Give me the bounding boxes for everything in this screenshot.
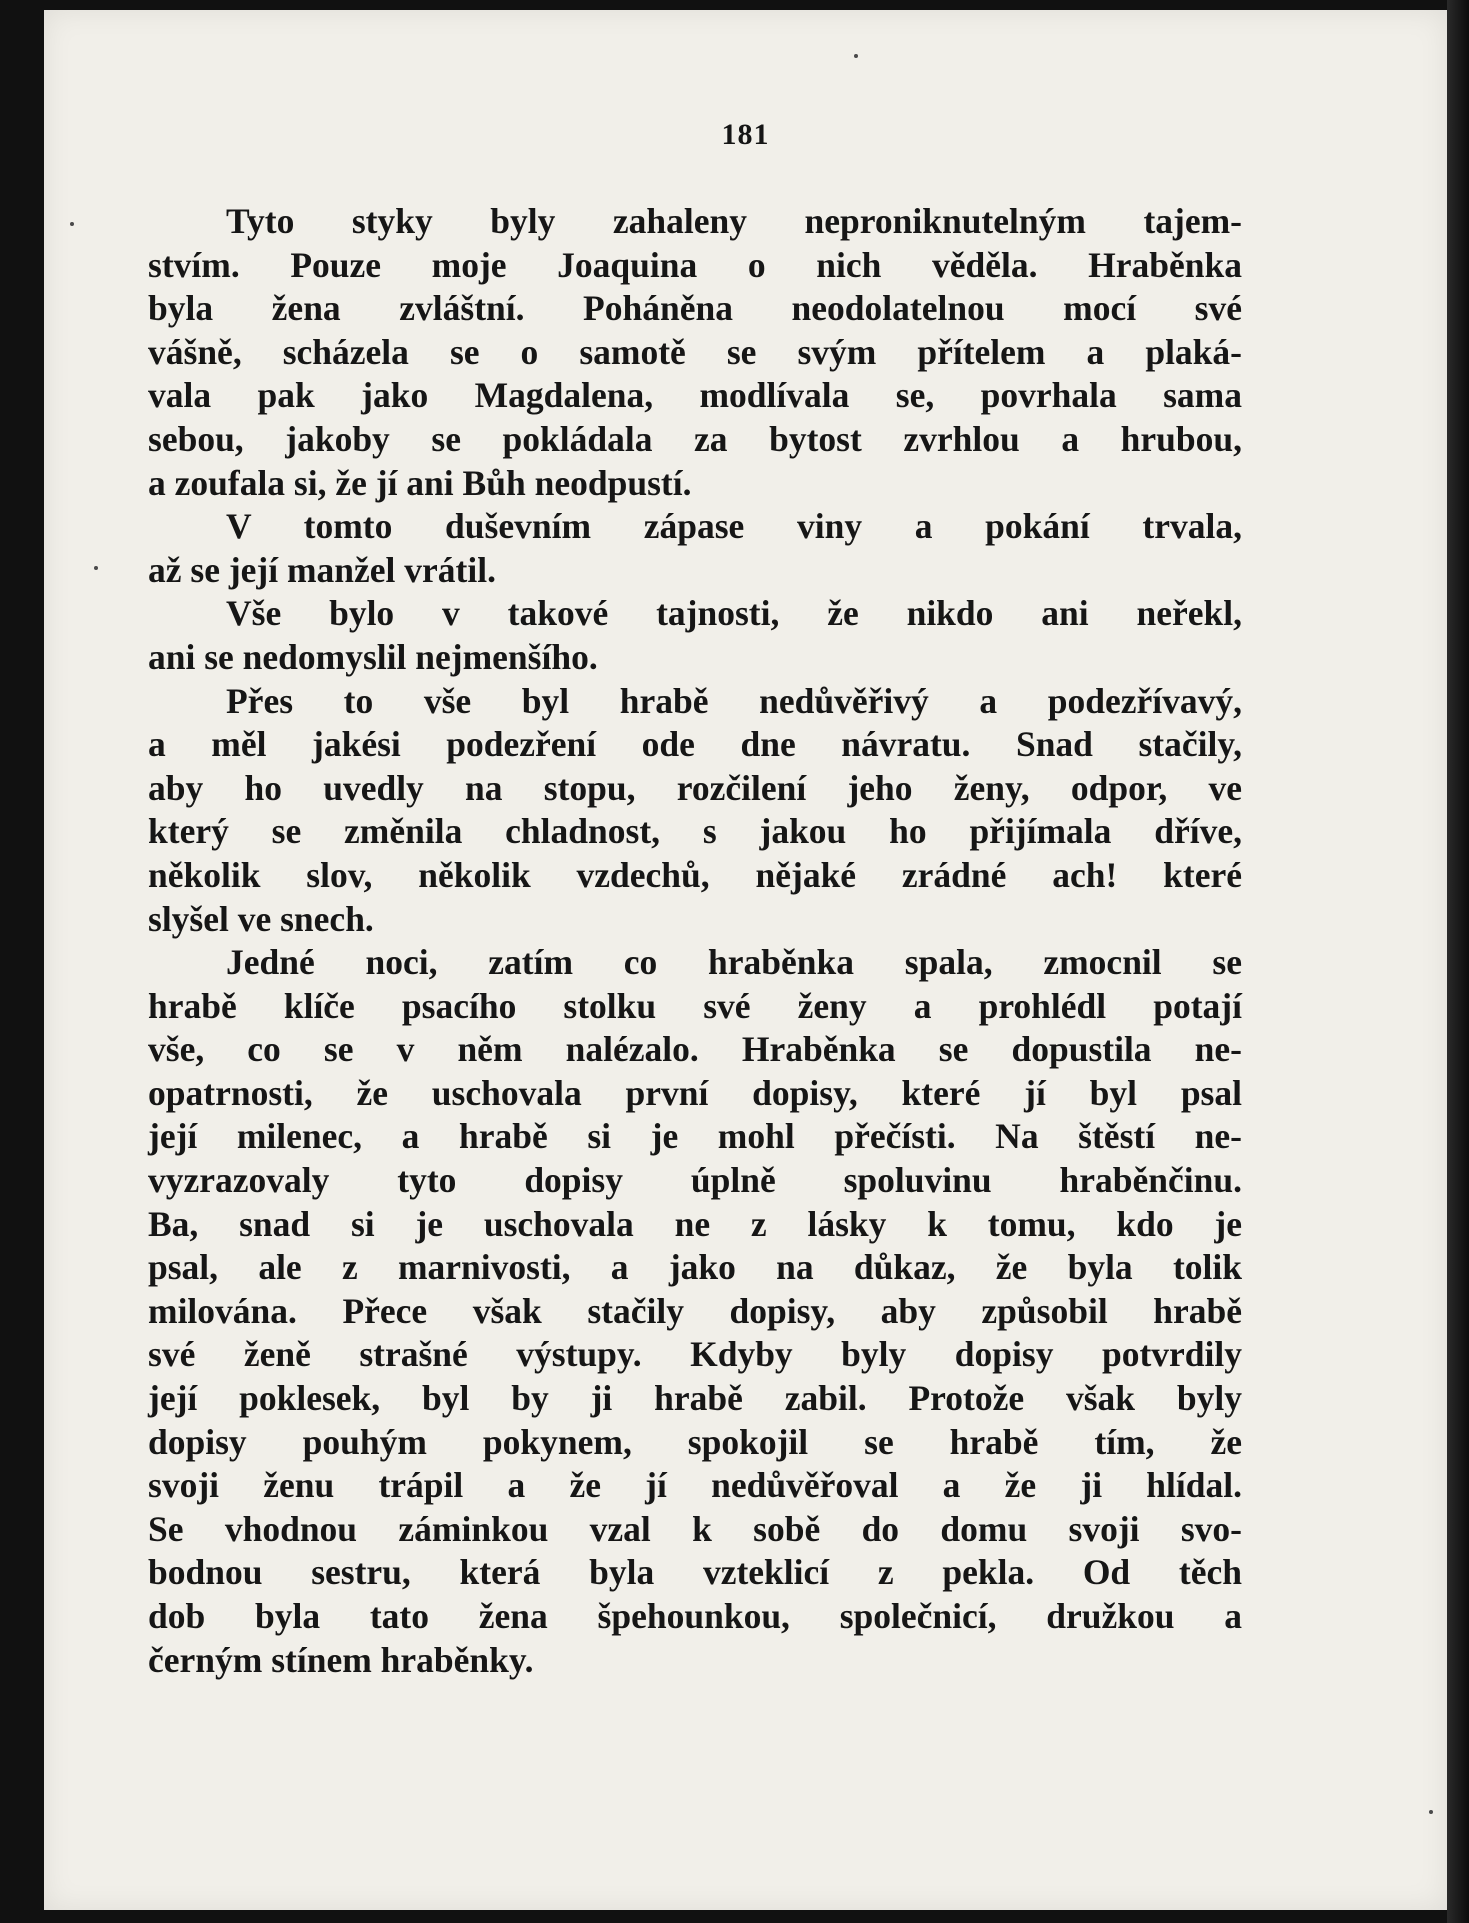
text-line: až se její manžel vrátil. bbox=[148, 549, 496, 590]
scan-speck bbox=[70, 222, 74, 226]
text-line: její poklesek, byl by ji hrabě zabil. Protože však byly bbox=[148, 1378, 1242, 1419]
text-line: dob byla tato žena špehounkou, společnicí, družkou a bbox=[148, 1596, 1242, 1636]
text-line: dopisy pouhým pokynem, spokojil se hrabě tím, že bbox=[148, 1421, 1242, 1462]
text-line: a zoufala si, že jí ani Bůh neodpustí. bbox=[148, 462, 692, 503]
page-edge-shadow bbox=[1447, 0, 1469, 1923]
text-line: vyzrazovaly tyto dopisy úplně spoluvinu hraběnčinu. bbox=[148, 1160, 1242, 1201]
scan-speck bbox=[1429, 1810, 1433, 1814]
text-line: Se vhodnou záminkou vzal k sobě do domu svoji svo- bbox=[148, 1508, 1242, 1549]
text-line: ani se nedomyslil nejmenšího. bbox=[148, 636, 598, 677]
text-line: milována. Přece však stačily dopisy, aby způsobil hrabě bbox=[148, 1290, 1242, 1331]
text-line: a měl jakési podezření ode dne návratu. Snad stačily, bbox=[148, 724, 1242, 765]
text-line: Jedné noci, zatím co hraběnka spala, zmocnil se bbox=[226, 942, 1242, 983]
text-line: její milenec, a hrabě si je mohl přečísti. Na štěstí ne- bbox=[148, 1116, 1242, 1157]
text-line: Přes to vše byl hrabě nedůvěřivý a podezřívavý, bbox=[226, 680, 1242, 721]
book-page bbox=[44, 10, 1447, 1910]
text-line: Tyto styky byly zahaleny neproniknutelným tajem- bbox=[226, 201, 1242, 241]
scan-speck bbox=[94, 566, 98, 570]
body-text bbox=[148, 200, 1242, 1682]
text-line: vášně, scházela se o samotě se svým přítelem a plaká- bbox=[148, 331, 1242, 372]
text-line: své ženě strašné výstupy. Kdyby byly dopisy potvrdily bbox=[148, 1334, 1242, 1375]
text-line: sebou, jakoby se pokládala za bytost zvrhlou a hrubou, bbox=[148, 418, 1242, 459]
text-line: opatrnosti, že uschovala první dopisy, které jí byl psal bbox=[148, 1072, 1242, 1113]
text-line: bodnou sestru, která byla vzteklicí z pekla. Od těch bbox=[148, 1552, 1242, 1593]
text-line: byla žena zvláštní. Poháněna neodolatelnou mocí své bbox=[148, 288, 1242, 329]
text-line: slyšel ve snech. bbox=[148, 898, 374, 939]
text-line: Vše bylo v takové tajnosti, že nikdo ani neřekl, bbox=[226, 593, 1242, 634]
text-line: psal, ale z marnivosti, a jako na důkaz, že byla tolik bbox=[148, 1247, 1242, 1288]
text-line: hrabě klíče psacího stolku své ženy a prohlédl potají bbox=[148, 985, 1242, 1026]
text-line: svoji ženu trápil a že jí nedůvěřoval a že ji hlídal. bbox=[148, 1465, 1242, 1506]
text-line: V tomto duševním zápase viny a pokání trvala, bbox=[226, 506, 1242, 547]
text-line: aby ho uvedly na stopu, rozčilení jeho ženy, odpor, ve bbox=[148, 767, 1242, 808]
text-line: stvím. Pouze moje Joaquina o nich věděla. Hraběnka bbox=[148, 244, 1242, 285]
text-line: Ba, snad si je uschovala ne z lásky k tomu, kdo je bbox=[148, 1203, 1242, 1244]
page-number: 181 bbox=[721, 118, 770, 151]
text-line: vše, co se v něm nalézalo. Hraběnka se dopustila ne- bbox=[148, 1029, 1242, 1070]
text-line: který se změnila chladnost, s jakou ho přijímala dříve, bbox=[148, 811, 1242, 852]
text-line: vala pak jako Magdalena, modlívala se, povrhala sama bbox=[148, 375, 1242, 416]
scan-speck bbox=[854, 54, 858, 58]
text-line: několik slov, několik vzdechů, nějaké zrádné ach! které bbox=[148, 854, 1242, 895]
text-line: černým stínem hraběnky. bbox=[148, 1639, 534, 1680]
